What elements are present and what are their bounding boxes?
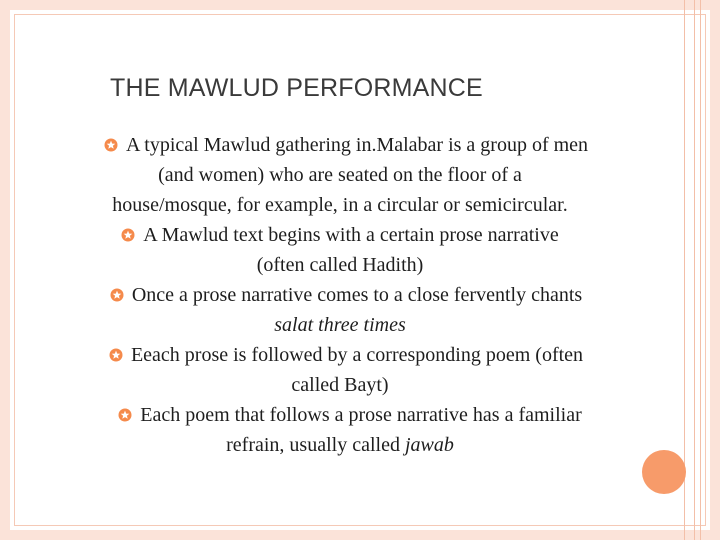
body-line <box>40 370 640 400</box>
body-line <box>40 220 640 250</box>
star-bullet-icon <box>121 228 135 242</box>
body-line <box>40 310 640 340</box>
body-line-text: A typical Mawlud gathering in.Malabar is a group of men <box>125 134 589 156</box>
body-line-text: salat three times <box>274 314 406 336</box>
right-decorative-line <box>684 0 685 540</box>
body-line-text: Eeach prose is followed by a corresponding poem (often <box>130 344 584 366</box>
body-line-text: (often called Hadith) <box>256 254 424 276</box>
star-bullet-icon <box>109 348 123 362</box>
star-bullet-icon <box>118 408 132 422</box>
star-bullet-icon <box>104 138 118 152</box>
decorative-circle <box>642 450 686 494</box>
body-line <box>40 250 640 280</box>
body-line <box>40 160 640 190</box>
body-line-text: A Mawlud text begins with a certain prose narrative <box>143 224 559 246</box>
body-line-text: house/mosque, for example, in a circular or semicircular. <box>112 194 568 216</box>
body-line <box>46 130 646 160</box>
body-line-text: Each poem that follows a prose narrative has a familiar <box>140 404 582 426</box>
body-line <box>46 280 646 310</box>
body-line <box>40 190 640 220</box>
slide-body <box>40 130 640 460</box>
body-line <box>40 430 640 460</box>
body-line-text: called Bayt) <box>291 374 389 396</box>
body-line <box>46 340 646 370</box>
body-line-text: (and women) who are seated on the floor of a <box>158 164 522 186</box>
right-decorative-line <box>700 0 701 540</box>
body-line-italic-text: jawab <box>404 434 454 456</box>
star-bullet-icon <box>110 288 124 302</box>
right-decorative-line <box>694 0 695 540</box>
body-line <box>50 400 650 430</box>
body-line-text: refrain, usually called <box>226 434 405 456</box>
body-line-text: Once a prose narrative comes to a close fervently chants <box>131 284 583 306</box>
slide-title: THE MAWLUD PERFORMANCE <box>110 74 483 102</box>
